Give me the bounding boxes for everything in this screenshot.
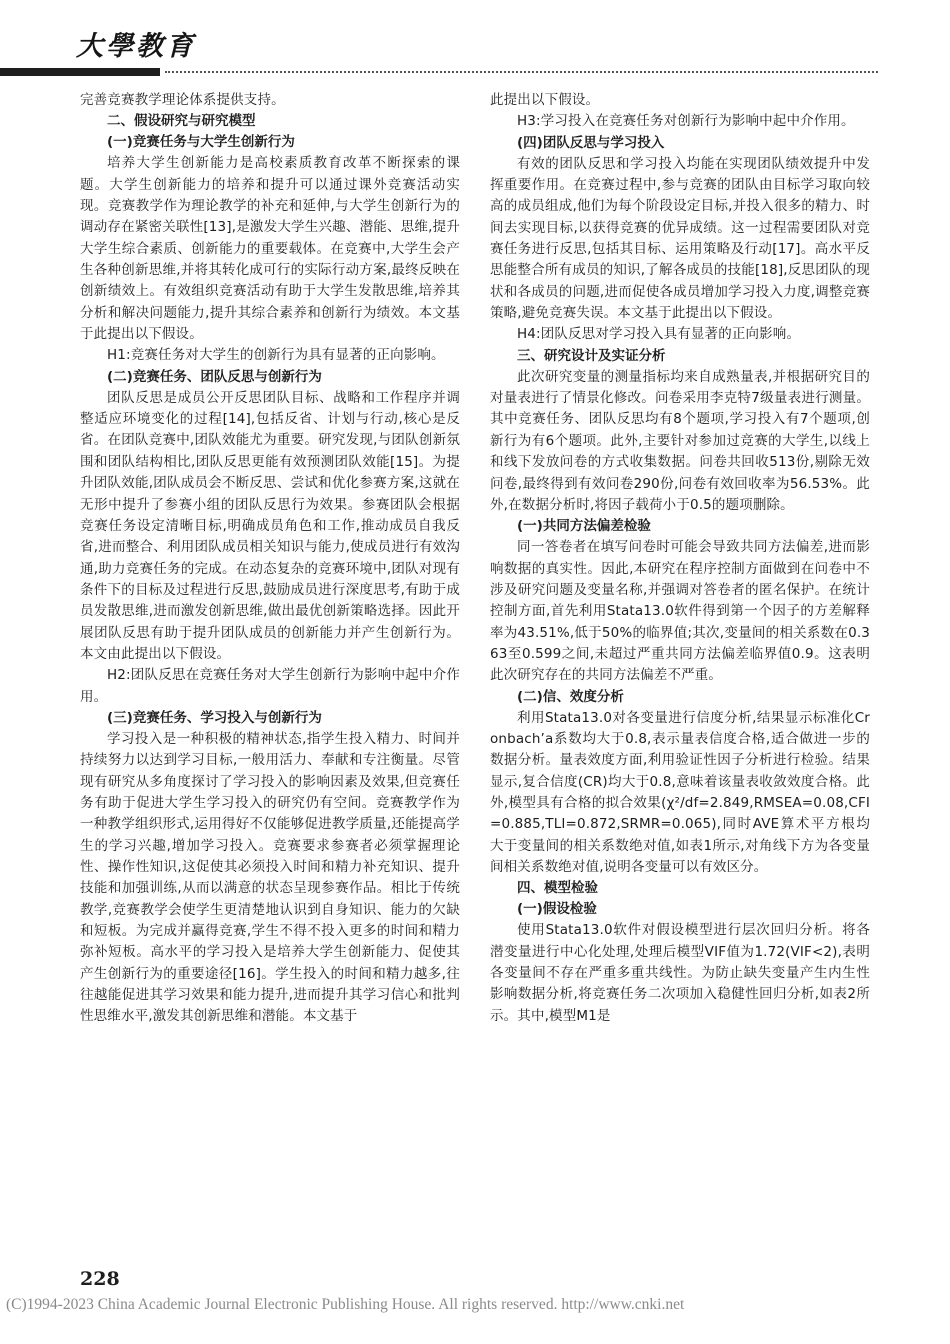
- subsection-3-title: (三)竞赛任务、学习投入与创新行为: [107, 709, 322, 726]
- copyright-notice: (C)1994-2023 China Academic Journal Electronic Publishing House. All rights reserved. http://www.cnki.net: [6, 1296, 685, 1313]
- subsection-3-2-title: (二)信、效度分析: [517, 688, 624, 705]
- subsection-3-2-paragraph: 利用Stata13.0对各变量进行信度分析,结果显示标准化Cronbach’a系数均大于0.8,表示量表信度合格,适合做进一步的数据分析。量表效度方面,利用验证性因子分析进行检验。结果显示,复合信度(CR)均大于0.8,意味着该量表收敛效度合格。此外,模型具有合格的拟合效果(χ²/df=2.849,RMSEA=0.08,CFI=0.885,TLI=0.872,SRMR=0.065),同时AVE算术平方根均大于变量间的相关系数绝对值,如表1所示,对角线下方为各变量间相关系数绝对值,说明各变量可以有效区分。: [490, 709, 870, 875]
- subsection-4-1-title: (一)假设检验: [517, 901, 597, 918]
- section-4-title: 四、模型检验: [517, 880, 598, 897]
- left-column: [80, 90, 460, 1028]
- subsection-4-title: (四)团队反思与学习投入: [517, 134, 665, 151]
- right-column: [490, 90, 870, 1027]
- subsection-2-title: (二)竞赛任务、团队反思与创新行为: [107, 368, 322, 385]
- section-2-title: 二、假设研究与研究模型: [107, 113, 256, 130]
- hypothesis-h2: H2:团队反思在竞赛任务对大学生创新行为影响中起中介作用。: [80, 667, 460, 705]
- section-3-paragraph: 此次研究变量的测量指标均来自成熟量表,并根据研究目的对量表进行了情景化修改。问卷采用李克特7级量表进行测量。其中竞赛任务、团队反思均有8个题项,学习投入有7个题项,创新行为有6个题项。此外,主要针对参加过竞赛的大学生,以线上和线下发放问卷的方式收集数据。问卷共回收513份,剔除无效问卷,最终得到有效问卷290份,问卷有效回收率为56.53%。此外,在数据分析时,将因子载荷小于0.5的题项删除。: [490, 368, 870, 513]
- hypothesis-h4: H4:团队反思对学习投入具有显著的正向影响。: [517, 326, 801, 343]
- subsection-3-paragraph: 学习投入是一种积极的精神状态,指学生投入精力、时间并持续努力以达到学习目标,一般用活力、奉献和专注衡量。尽管现有研究从多角度探讨了学习投入的影响因素及效果,但竞赛任务有助于促进大学生学习投入的研究仍有空间。竞赛教学作为一种教学组织形式,运用得好不仅能够促进教学质量,还能提高学生的学习兴趣,增加学习投入。竞赛要求参赛者必须掌握理论性、操作性知识,这促使其必须投入时间和精力补充知识、提升技能和加强训练,从而以满意的状态呈现参赛作品。相比于传统教学,竞赛教学会使学生更清楚地认识到自身知识、能力的欠缺和短板。为完成并赢得竞赛,学生不得不投入更多的时间和精力弥补短板。高水平的学习投入是培养大学生创新能力、促使其产生创新行为的重要途径[16]。学生投入的时间和精力越多,往往越能促进其学习效果和能力提升,进而提升其学习信心和批判性思维水平,激发其创新思维和潜能。本文基于: [80, 730, 460, 1025]
- intro-tail: 完善竞赛教学理论体系提供支持。: [80, 92, 285, 108]
- page-header: [0, 0, 950, 80]
- subsection-4-1-paragraph: 使用Stata13.0软件对假设模型进行层次回归分析。将各潜变量进行中心化处理,处理后模型VIF值为1.72(VIF<2),表明各变量间不存在严重多重共线性。为防止缺失变量产生内生性影响数据分析,将竞赛任务二次项加入稳健性回归分析,如表2所示。其中,模型M1是: [490, 922, 870, 1024]
- header-rule: [0, 68, 160, 76]
- header-dotted-line: [165, 71, 878, 73]
- page-number: 228: [80, 1268, 120, 1290]
- subsection-2-paragraph: 团队反思是成员公开反思团队目标、战略和工作程序并调整适应环境变化的过程[14],包括反省、计划与行动,核心是反省。在团队竞赛中,团队效能尤为重要。研究发现,与团队创新氛围和团队结构相比,团队反思更能有效预测团队效能[15]。为提升团队效能,团队成员会不断反思、尝试和优化参赛方案,这就在无形中提升了参赛小组的团队反思行为效果。参赛团队会根据竞赛任务设定清晰目标,明确成员角色和工作,推动成员自我反省,进而整合、利用团队成员相关知识与能力,使成员进行有效沟通,助力竞赛任务的完成。在动态复杂的竞赛环境中,团队对现有条件下的目标及过程进行反思,鼓励成员进行深度思考,有助于成员发散思维,进而激发创新思维,做出最优创新策略选择。因此开展团队反思有助于提升团队成员的创新能力并产生创新行为。本文由此提出以下假设。: [80, 389, 460, 662]
- section-3-title: 三、研究设计及实证分析: [517, 347, 666, 364]
- subsection-4-paragraph: 有效的团队反思和学习投入均能在实现团队绩效提升中发挥重要作用。在竞赛过程中,参与竞赛的团队由目标学习取向较高的成员组成,他们为每个阶段设定目标,并投入很多的精力、时间去实现目标,以获得竞赛的优异成绩。这一过程需要团队对竞赛任务进行反思,包括其目标、运用策略及行动[17]。高水平反思能整合所有成员的知识,了解各成员的技能[18],反思团队的现状和各成员的问题,进而促使各成员增加学习投入力度,调整竞赛策略,避免竞赛失误。本文基于此提出以下假设。: [490, 155, 870, 322]
- hypothesis-h3: H3:学习投入在竞赛任务对创新行为影响中起中介作用。: [517, 113, 855, 130]
- subsection-3-1-paragraph: 同一答卷者在填写问卷时可能会导致共同方法偏差,进而影响数据的真实性。因此,本研究在程序控制方面做到在问卷中不涉及研究问题及变量名称,并强调对答卷者的匿名保护。在统计控制方面,首先利用Stata13.0软件得到第一个因子的方差解释率为43.51%,低于50%的临界值;其次,变量间的相关系数在0.363至0.599之间,未超过严重共同方法偏差临界值0.9。这表明此次研究存在的共同方法偏差不严重。: [490, 539, 870, 684]
- hypothesis-h1: H1:竞赛任务对大学生的创新行为具有显著的正向影响。: [107, 347, 445, 364]
- continuation-tail: 此提出以下假设。: [490, 92, 600, 108]
- subsection-1-paragraph: 培养大学生创新能力是高校素质教育改革不断探索的课题。大学生创新能力的培养和提升可以通过课外竞赛活动实现。竞赛教学作为理论教学的补充和延伸,与大学生创新行为的调动存在紧密关联性[13],是激发大学生兴趣、潜能、思维,提升大学生综合素质、创新能力的重要载体。在竞赛中,大学生会产生各种创新思维,并将其转化成可行的实际行动方案,最终反映在创新绩效上。有效组织竞赛活动有助于大学生发散思维,培养其分析和解决问题能力,提升其综合素养和创新行为绩效。本文基于此提出以下假设。: [80, 155, 460, 343]
- subsection-3-1-title: (一)共同方法偏差检验: [517, 518, 651, 535]
- journal-logo: 大學教育: [76, 31, 196, 62]
- subsection-1-title: (一)竞赛任务与大学生创新行为: [107, 134, 295, 151]
